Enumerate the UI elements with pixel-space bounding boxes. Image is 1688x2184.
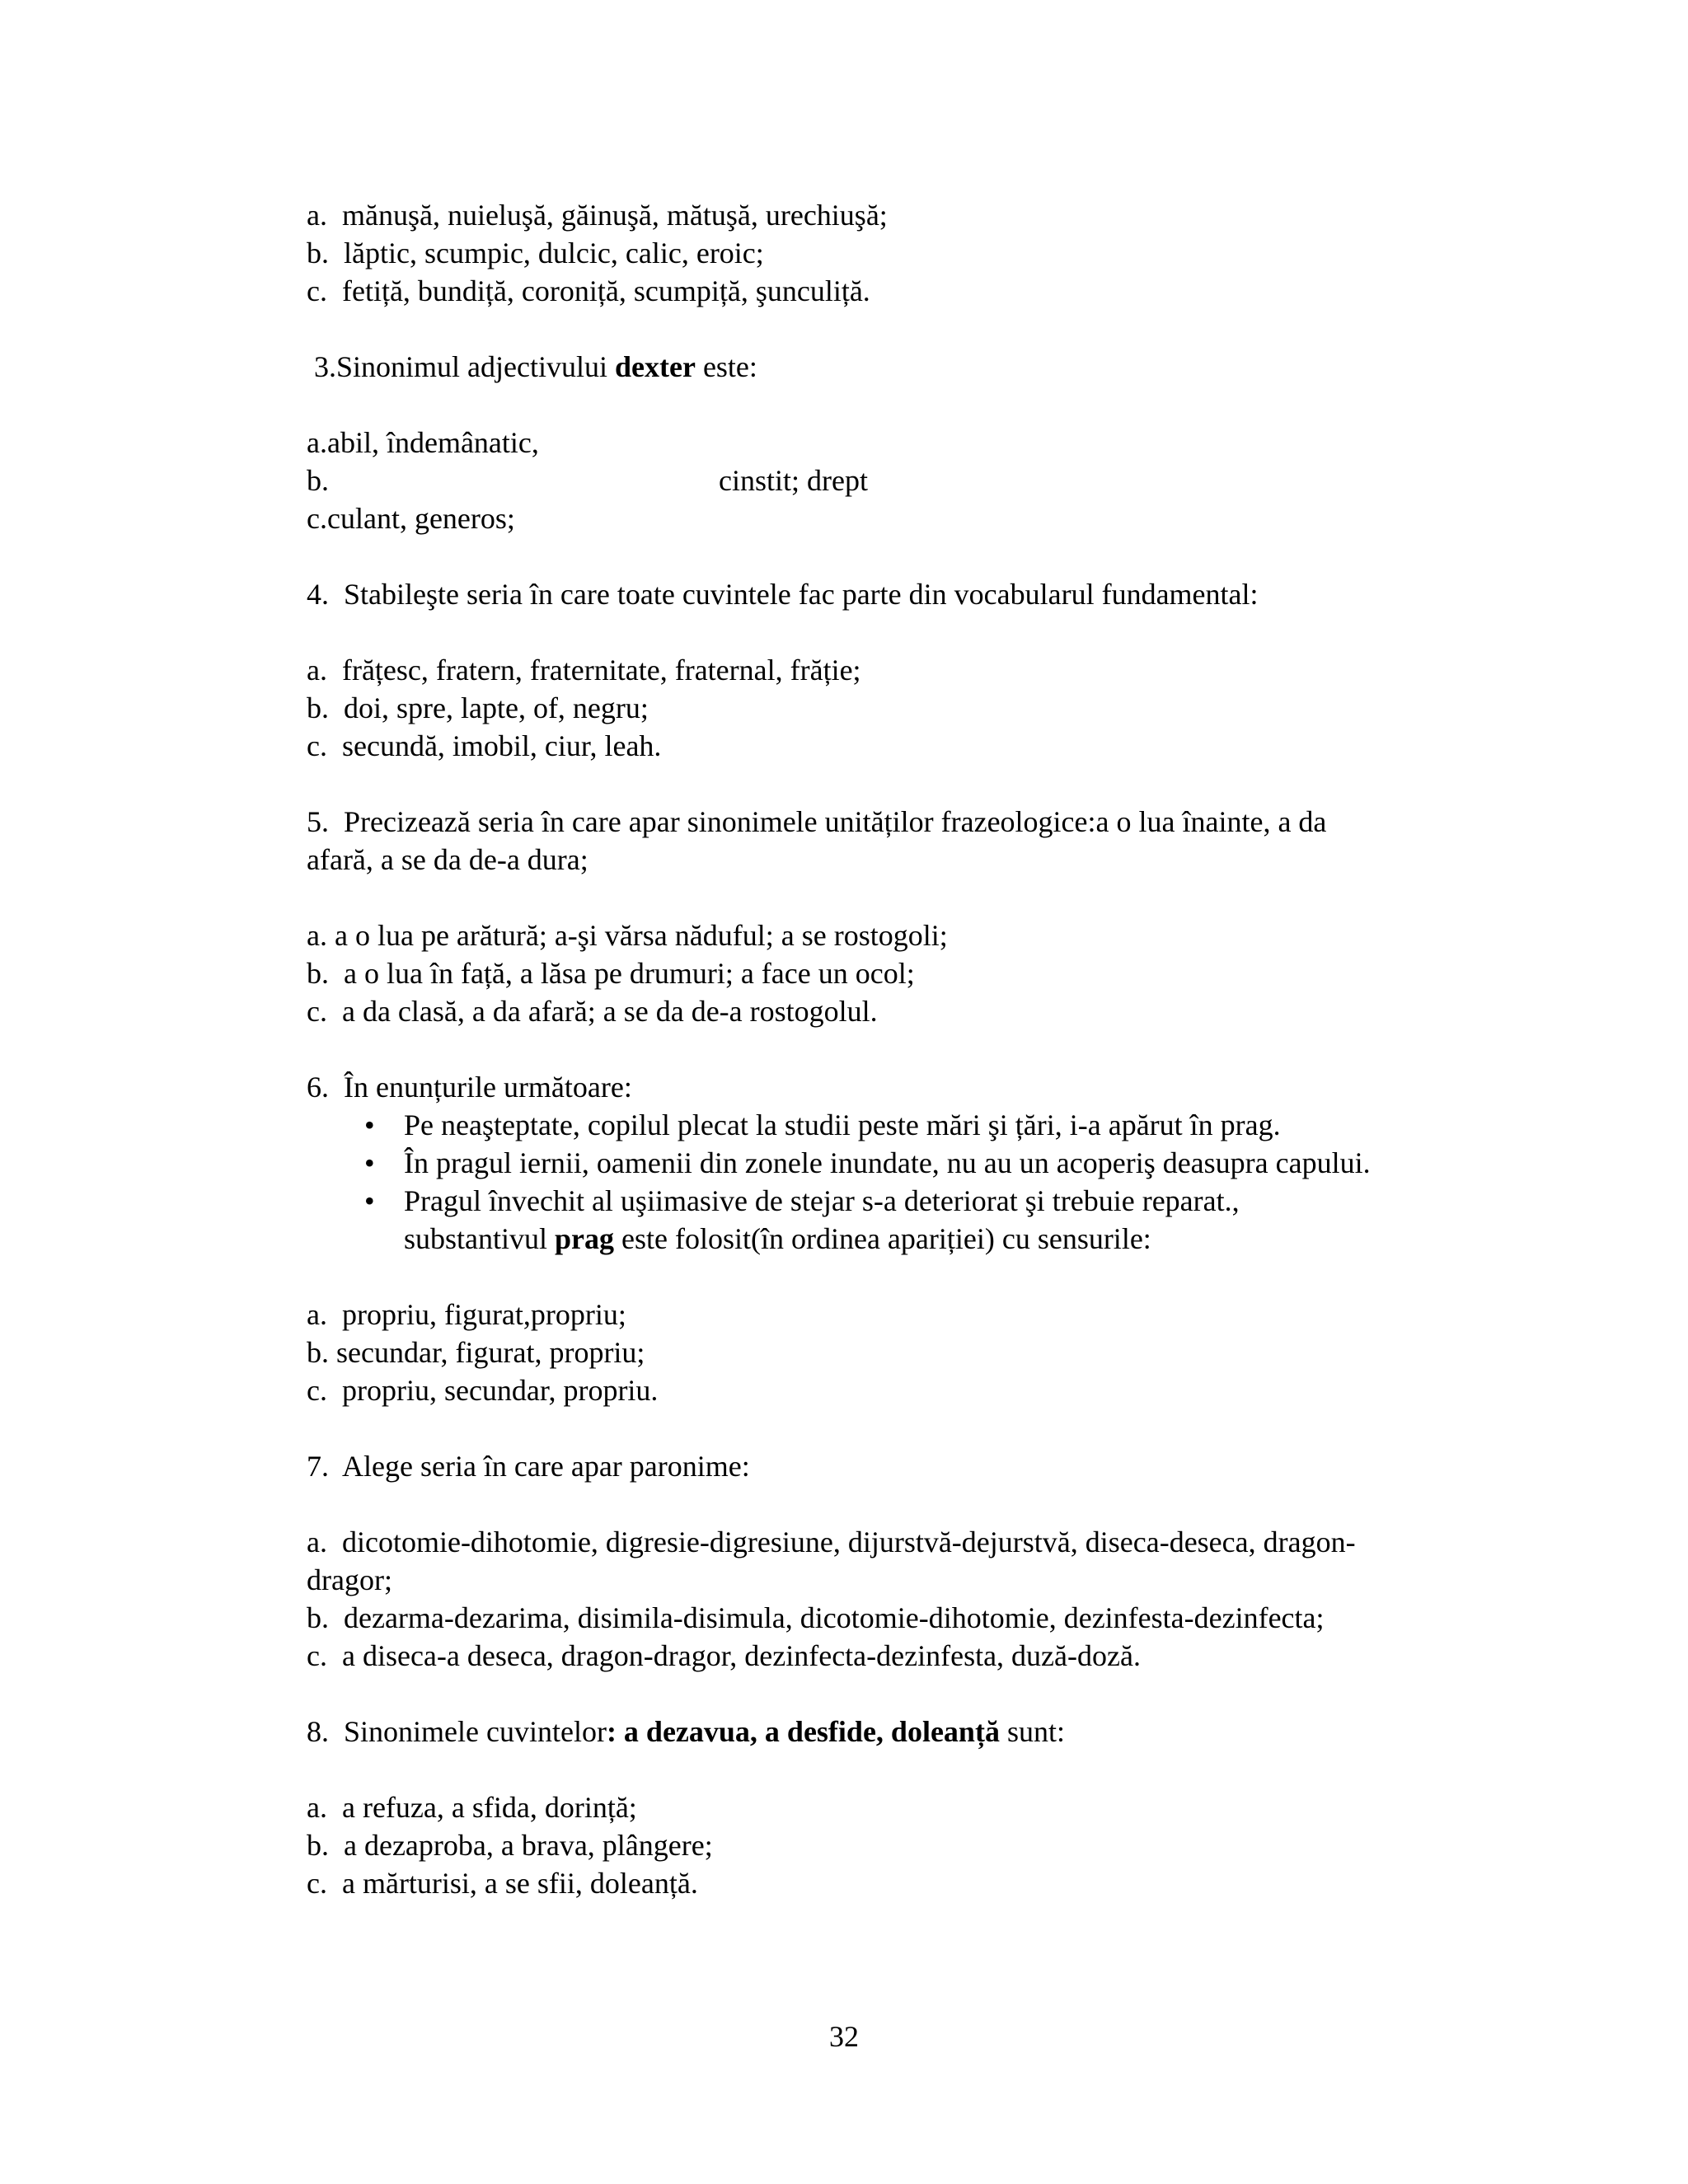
q6-tail-prefix: substantivul [404, 1222, 556, 1255]
spacer [307, 1485, 1493, 1523]
q4-option-c: c. secundă, imobil, ciur, leah. [307, 729, 662, 762]
q6-bullet-item [356, 1144, 1493, 1182]
q6-option-c: c. propriu, secundar, propriu. [307, 1374, 659, 1407]
q8-option-a: a. a refuza, a sfida, dorință; [307, 1791, 637, 1824]
q4-option-b: b. doi, spre, lapte, of, negru; [307, 691, 649, 724]
q6-option-a: a. propriu, figurat,propriu; [307, 1298, 626, 1331]
spacer [307, 613, 1493, 651]
spacer [307, 310, 1493, 348]
q6-bullet-text: Pragul învechit al uşiimasive de stejar s-a deteriorat şi trebuie reparat., [404, 1184, 1240, 1217]
spacer [307, 386, 1493, 424]
q3-question-bold: dexter [614, 350, 696, 383]
q6-tail-bold: prag [555, 1222, 615, 1255]
bullet-icon: • [364, 1184, 375, 1217]
spacer [307, 537, 1493, 575]
q3-question-suffix: este: [695, 350, 757, 383]
q8-question-bold: : a dezavua, a desfide, doleanță [606, 1715, 1000, 1748]
q3-option-a: a.abil, îndemânatic, [307, 426, 539, 459]
spacer [307, 1409, 1493, 1447]
q6-bullet-item [356, 1106, 1493, 1144]
spacer [307, 1258, 1493, 1296]
q6-bullet-item [356, 1182, 1493, 1258]
q8-question [307, 1713, 1493, 1750]
q7-question: 7. Alege seria în care apar paronime: [307, 1450, 750, 1483]
q5-option-a: a. a o lua pe arătură; a-şi vărsa năduful; a se rostogoli; [307, 919, 948, 952]
q2-option-b: b. lăptic, scumpic, dulcic, calic, eroic; [307, 237, 764, 269]
q3-question-prefix: 3.Sinonimul adjectivului [307, 350, 615, 383]
q8-option-b: b. a dezaproba, a brava, plângere; [307, 1829, 713, 1862]
q6-question: 6. În enunțurile următoare: [307, 1071, 632, 1104]
exercise-content [307, 196, 1493, 1902]
q3-option-b [307, 462, 1493, 499]
q7-option-b: b. dezarma-dezarima, disimila-disimula, dicotomie-dihotomie, dezinfesta-dezinfecta; [307, 1601, 1325, 1634]
q3-option-b-text: cinstit; drept [719, 464, 868, 497]
bullet-icon: • [364, 1108, 375, 1141]
q8-question-prefix: 8. Sinonimele cuvintelor [307, 1715, 607, 1748]
spacer [307, 1030, 1493, 1068]
q3-question [307, 348, 1493, 386]
q6-bullet-text: În pragul iernii, oamenii din zonele inundate, nu au un acoperiş deasupra capului. [404, 1146, 1371, 1179]
q8-option-c: c. a mărturisi, a se sfii, doleanță. [307, 1867, 698, 1900]
page-number: 32 [829, 2020, 859, 2053]
q2-option-c: c. fetiță, bundiță, coroniță, scumpiță, şunculiță. [307, 274, 870, 307]
q6-bullet-text: Pe neaşteptate, copilul plecat la studii peste mări şi țări, i-a apărut în prag. [404, 1108, 1281, 1141]
q6-bullet-list [307, 1106, 1493, 1258]
bullet-icon: • [364, 1146, 375, 1179]
spacer [307, 879, 1493, 916]
q7-option-a-line1: a. dicotomie-dihotomie, digresie-digresiune, dijurstvă-dejurstvă, diseca-deseca, dragon- [307, 1526, 1356, 1558]
q5-question-line1: 5. Precizează seria în care apar sinonimele unităților frazeologice:a o lua înainte, a da [307, 805, 1327, 838]
q3-option-b-label: b. [307, 464, 329, 497]
q7-option-a-line2: dragor; [307, 1563, 392, 1596]
q6-option-b: b. secundar, figurat, propriu; [307, 1336, 645, 1369]
q6-tail-suffix: este folosit(în ordinea apariției) cu sensurile: [614, 1222, 1151, 1255]
q3-option-c: c.culant, generos; [307, 502, 515, 535]
q2-option-a: a. mănuşă, nuieluşă, găinuşă, mătuşă, urechiuşă; [307, 199, 888, 232]
q5-option-b: b. a o lua în față, a lăsa pe drumuri; a face un ocol; [307, 957, 915, 990]
spacer [307, 1675, 1493, 1713]
q4-question: 4. Stabileşte seria în care toate cuvintele fac parte din vocabularul fundamental: [307, 578, 1259, 611]
q7-option-c: c. a diseca-a deseca, dragon-dragor, dezinfecta-dezinfesta, duză-doză. [307, 1639, 1141, 1672]
q5-question-line2: afară, a se da de-a dura; [307, 843, 588, 876]
q5-option-c: c. a da clasă, a da afară; a se da de-a rostogolul. [307, 995, 878, 1028]
spacer [307, 1750, 1493, 1788]
q4-option-a: a. frățesc, fratern, fraternitate, fraternal, frăție; [307, 654, 861, 687]
q8-question-suffix: sunt: [999, 1715, 1065, 1748]
spacer [307, 765, 1493, 803]
